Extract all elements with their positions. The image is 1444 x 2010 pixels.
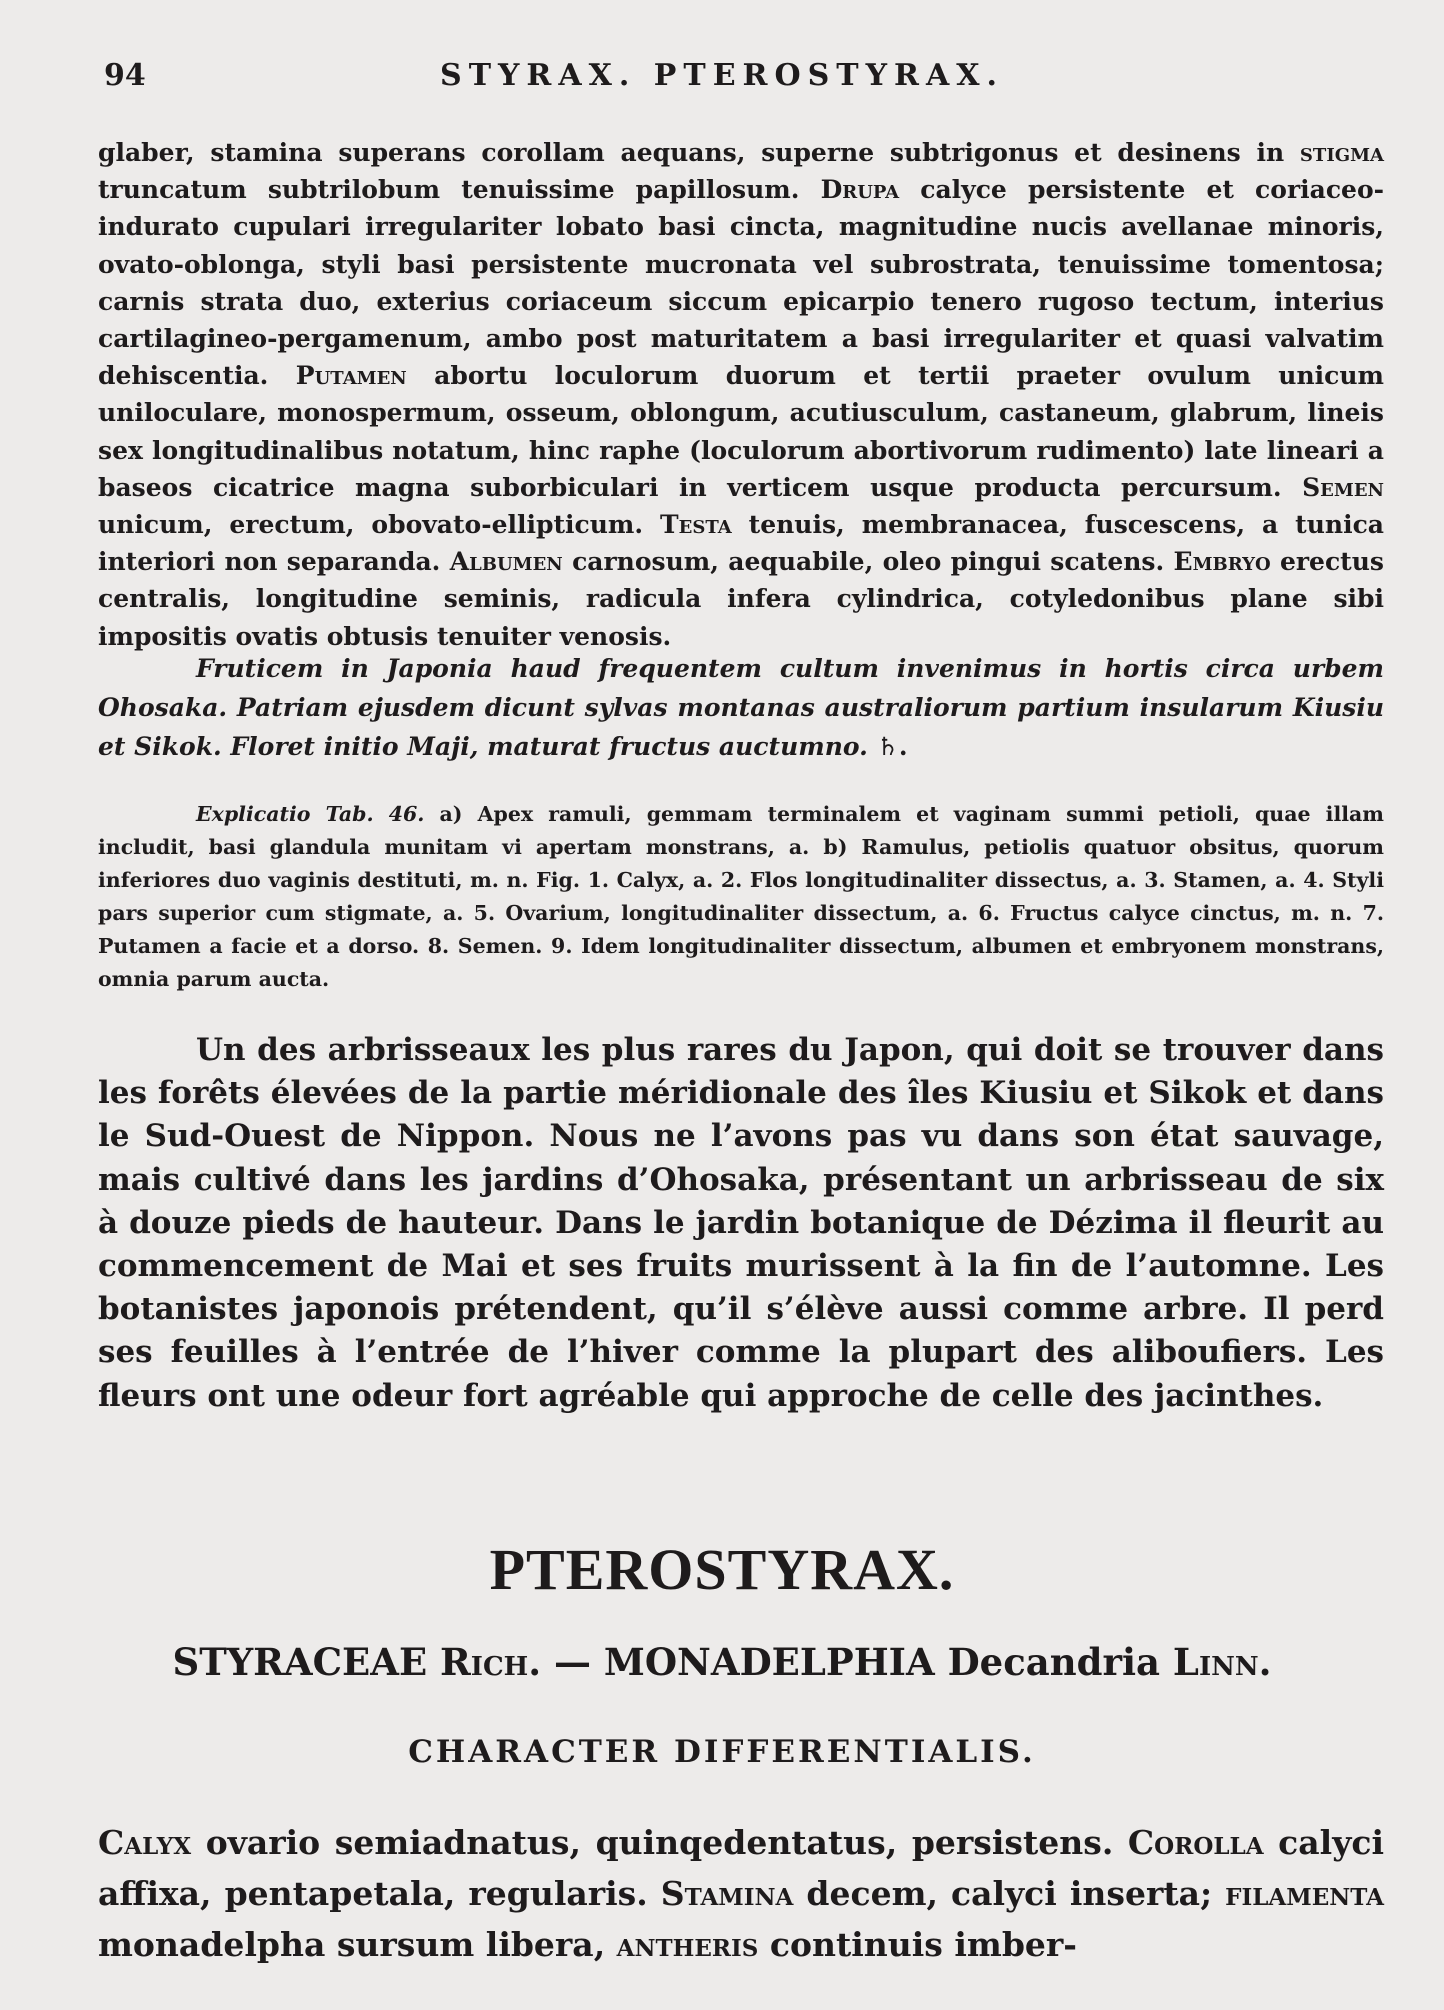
linnaean-author: Linn.: [1172, 1640, 1272, 1684]
term-corolla: Corolla: [1127, 1823, 1264, 1862]
term-antheris: antheris: [616, 1925, 759, 1964]
term-testa: Testa: [660, 510, 732, 540]
term-embryo: Embryo: [1173, 547, 1271, 577]
page-number: 94: [104, 58, 146, 93]
character-text: decem, calyci inserta;: [793, 1874, 1226, 1913]
description-text: truncatum subtrilobum tenuissime papillosum.: [98, 175, 821, 205]
character-heading: CHARACTER DIFFERENTIALIS.: [408, 1734, 1036, 1770]
description-text: unicum, erectum, obovato-ellipticum.: [98, 510, 661, 540]
family-author: Rich.: [440, 1640, 542, 1684]
description-text: abortu loculorum duorum et tertii praeter ovulum unicum uniloculare, monospermum, osseum, oblongum, acutiusculum, castaneum, glabrum, lineis sex longitudinalibus notatum, hinc raphe (loculorum abortivorum rudimento) late lineari a baseos cicatrice magna suborbiculari in verticem usque producta percursum.: [98, 361, 1384, 502]
term-semen: Semen: [1302, 472, 1384, 502]
term-drupa: Drupa: [820, 175, 900, 205]
character-text: ovario semiadnatus, quinqedentatus, persistens.: [191, 1823, 1128, 1862]
description-paragraph: [98, 134, 1384, 655]
separator: —: [541, 1640, 604, 1684]
family-line: [0, 1640, 1444, 1684]
habitat-text: Fruticem in Japonia haud frequentem cultum invenimus in hortis circa urbem Ohosaka. Patriam ejusdem dicunt sylvas montanas australiorum partium insularum Kiusiu et Sikok. Floret initio Maji, maturat fructus auctumno.: [98, 654, 1384, 761]
running-head: [0, 58, 1444, 98]
term-filamenta: filamenta: [1225, 1874, 1384, 1913]
character-text: calyci affixa, pentapetala, regularis.: [98, 1823, 1384, 1913]
character-paragraph: [98, 1817, 1384, 1970]
term-calyx: Calyx: [98, 1823, 192, 1862]
description-text: calyce persistente et coriaceo-indurato cupulari irregulariter lobato basi cincta, magnitudine nucis avellanae minoris, ovato-oblonga, styli basi persistente mucronata vel subrostrata, tenuissime tomentosa; carnis strata duo, exterius coriaceum siccum epicarpio tenero rugoso tectum, interius cartilagineo-pergamenum, ambo post maturitatem a basi irregulariter et quasi valvatim dehiscentia.: [98, 175, 1384, 391]
running-title: STYRAX. PTEROSTYRAX.: [440, 58, 1004, 93]
linnaean-class: MONADELPHIA: [603, 1640, 935, 1684]
description-text: glaber, stamina superans corollam aequans, superne subtrigonus et desinens in: [98, 138, 1300, 167]
character-text: continuis imber-: [758, 1925, 1077, 1964]
term-stamina: Stamina: [660, 1874, 794, 1913]
description-text: tenuis, membranacea, fuscescens, a tunica interiori non separanda.: [98, 510, 1384, 577]
shrub-symbol: ♄.: [876, 732, 908, 761]
description-text: erectus centralis, longitudine seminis, radicula infera cylindrica, cotyledonibus plane sibi impositis ovatis obtusis tenuiter venosis.: [98, 547, 1384, 651]
plate-explanation-label: Explicatio Tab. 46.: [196, 802, 425, 826]
family-name: STYRACEAE: [172, 1640, 428, 1684]
term-stigma: stigma: [1299, 138, 1384, 167]
linnaean-order: Decandria: [947, 1640, 1161, 1684]
genus-title: PTEROSTYRAX.: [489, 1537, 955, 1602]
term-albumen: Albumen: [449, 547, 563, 577]
habitat-paragraph: [98, 649, 1384, 766]
character-text: monadelpha sursum libera,: [98, 1925, 617, 1964]
french-paragraph: Un des arbrisseaux les plus rares du Japon, qui doit se trouver dans les forêts élevées de la partie méridionale des îles Kiusiu et Sikok et dans le Sud-Ouest de Nippon. Nous ne l’avons pas vu dans son état sauvage, mais cultivé dans les jardins d’Ohosaka, présentant un arbrisseau de six à douze pieds de hauteur. Dans le jardin botanique de Dézima il fleurit au commencement de Mai et ses fruits murissent à la fin de l’automne. Les botanistes japonois prétendent, qu’il s’élève aussi comme arbre. Il perd ses feuilles à l’entrée de l’hiver comme la plupart des aliboufiers. Les fleurs ont une odeur fort agréable qui approche de celle des jacinthes.: [98, 1032, 1384, 1414]
term-putamen: Putamen: [295, 361, 407, 391]
plate-explanation-text: a) Apex ramuli, gemmam terminalem et vaginam summi petioli, quae illam includit, basi glandula munitam vi apertam monstrans, a. b) Ramulus, petiolis quatuor obsitus, quorum inferiores duo vaginis destituti, m. n. Fig. 1. Calyx, a. 2. Flos longitudinaliter dissectus, a. 3. Stamen, a. 4. Styli pars superior cum stigmate, a. 5. Ovarium, longitudinaliter dissectum, a. 6. Fructus calyce cinctus, m. n. 7. Putamen a facie et a dorso. 8. Semen. 9. Idem longitudinaliter dissectum, albumen et embryonem monstrans, omnia parum aucta.: [98, 802, 1384, 991]
description-text: carnosum, aequabile, oleo pingui scatens.: [562, 547, 1174, 577]
plate-explanation: [98, 798, 1384, 996]
